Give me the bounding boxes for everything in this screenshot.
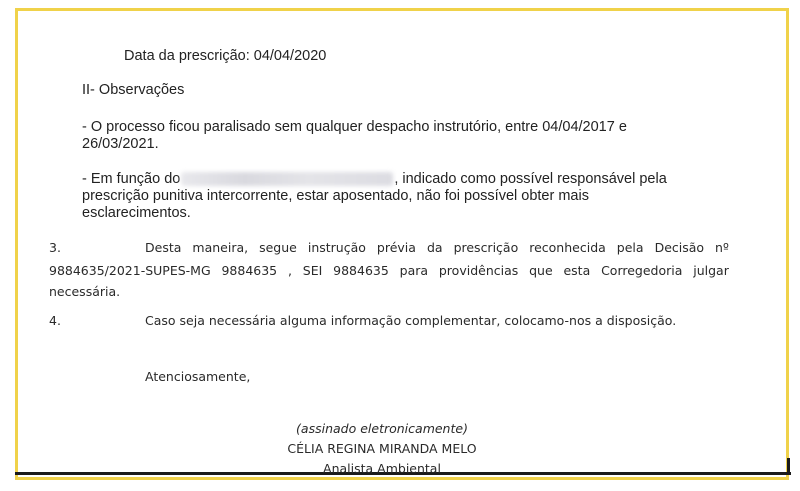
- signer-role: Analista Ambiental: [323, 461, 441, 476]
- word: julgar: [693, 263, 729, 278]
- word: maneira,: [192, 240, 249, 255]
- word: Decisão: [654, 240, 705, 255]
- word: que: [529, 263, 553, 278]
- word: esta: [563, 263, 591, 278]
- page-right-edge: [787, 458, 790, 475]
- item-3-line-3: necessária.: [49, 284, 121, 299]
- observation-2-line-1: [82, 171, 667, 187]
- word: 9884635/2021-SUPES-MG: [49, 263, 211, 278]
- word: providências: [438, 263, 519, 278]
- observation-2-start: - Em função do: [82, 171, 181, 187]
- word: reconhecida: [529, 240, 606, 255]
- word: da: [426, 240, 443, 255]
- word: Corregedoria: [601, 263, 683, 278]
- word: 9884635: [333, 263, 389, 278]
- observation-1-line-2: 26/03/2021.: [82, 136, 159, 152]
- item-3-line-2: [49, 263, 729, 278]
- observation-2-line-3: esclarecimentos.: [82, 205, 191, 221]
- word: ,: [287, 263, 292, 278]
- word: SEI: [302, 263, 323, 278]
- word: Desta: [145, 240, 182, 255]
- word: prévia: [376, 240, 416, 255]
- word: para: [399, 263, 429, 278]
- prescription-date: Data da prescrição: 04/04/2020: [124, 48, 327, 64]
- word: 9884635: [221, 263, 278, 278]
- word: pela: [616, 240, 644, 255]
- observation-2-line-2: prescrição punitiva intercorrente, estar aposentado, não foi possível obter mais: [82, 188, 589, 204]
- observations-heading: II- Observações: [82, 82, 185, 98]
- closing: Atenciosamente,: [145, 369, 251, 384]
- item-3-number: 3.: [49, 240, 61, 255]
- signer-name: CÉLIA REGINA MIRANDA MELO: [287, 441, 477, 456]
- item-4-number: 4.: [49, 313, 61, 328]
- word: prescrição: [453, 240, 519, 255]
- item-3-line-1: [145, 240, 729, 255]
- observation-2-end: , indicado como possível responsável pela: [394, 171, 667, 187]
- signature-note: (assinado eletronicamente): [296, 421, 468, 436]
- redacted-name: [181, 172, 393, 186]
- item-4-text: Caso seja necessária alguma informação complementar, colocamo-nos a disposição.: [145, 313, 677, 328]
- word: nº: [715, 240, 729, 255]
- word: instrução: [307, 240, 366, 255]
- word: segue: [259, 240, 297, 255]
- observation-1-line-1: - O processo ficou paralisado sem qualquer despacho instrutório, entre 04/04/2017 e: [82, 119, 627, 135]
